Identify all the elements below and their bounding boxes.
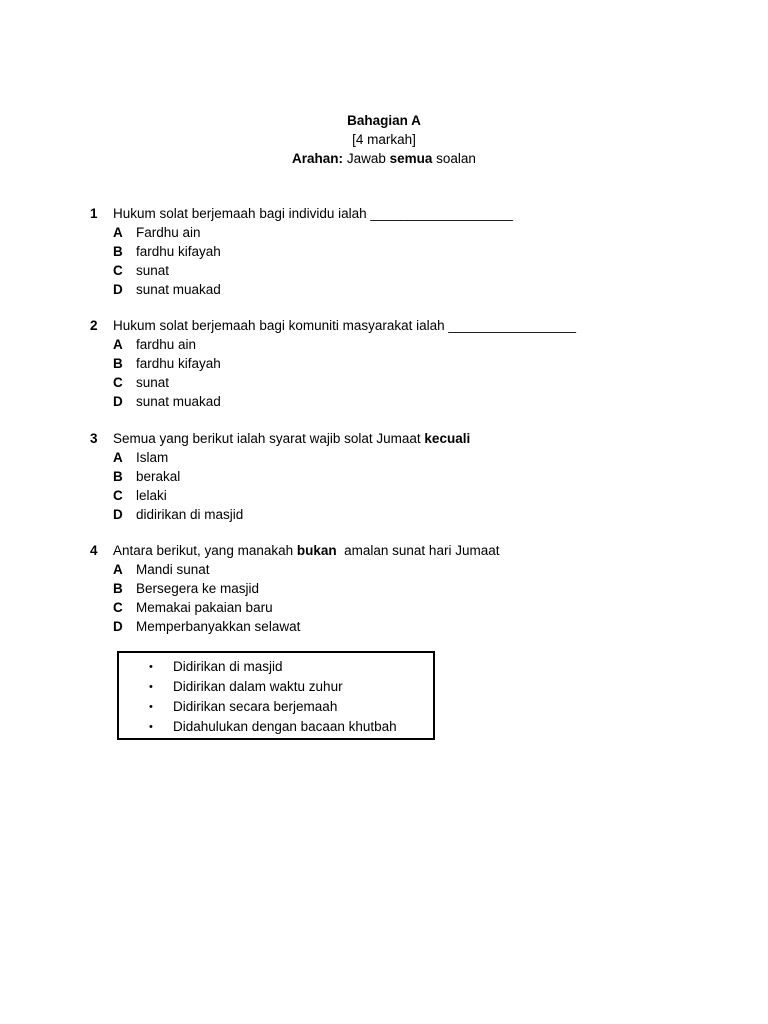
question-4: [90, 541, 710, 636]
question-number: 1: [90, 206, 98, 221]
option-c: C sunat: [113, 263, 170, 278]
option-c: C lelaki: [113, 488, 167, 503]
list-item: • Didirikan di masjid: [119, 657, 433, 677]
question-text: Hukum solat berjemaah bagi individu ialah ___________________: [113, 206, 514, 221]
section-title: Bahagian A: [347, 113, 421, 128]
marks-label: [4 markah]: [352, 132, 416, 147]
option-a: A Islam: [113, 450, 169, 465]
list-item: • Didirikan secara berjemaah: [119, 697, 433, 717]
option-a: A fardhu ain: [113, 337, 197, 352]
question-text: Hukum solat berjemaah bagi komuniti masyarakat ialah _________________: [113, 318, 577, 333]
option-c: C Memakai pakaian baru: [113, 600, 273, 615]
question-1: [90, 204, 710, 299]
option-d: D sunat muakad: [113, 394, 221, 409]
bullet-icon: •: [149, 701, 153, 713]
option-a: A Fardhu ain: [113, 225, 201, 240]
question-3: [90, 429, 710, 524]
info-box: [117, 651, 435, 740]
question-number: 3: [90, 431, 98, 446]
bullet-icon: •: [149, 681, 153, 693]
question-text: Antara berikut, yang manakah bukan amalan sunat hari Jumaat: [113, 543, 500, 558]
question-text: Semua yang berikut ialah syarat wajib solat Jumaat kecuali: [113, 431, 471, 446]
question-number: 4: [90, 543, 98, 558]
option-d: D didirikan di masjid: [113, 507, 244, 522]
bullet-icon: •: [149, 721, 153, 733]
list-item: • Didahulukan dengan bacaan khutbah: [119, 717, 433, 737]
question-2: [90, 316, 710, 411]
option-d: D Memperbanyakkan selawat: [113, 619, 301, 634]
option-b: B fardhu kifayah: [113, 244, 221, 259]
bullet-list: [119, 657, 433, 737]
question-number: 2: [90, 318, 98, 333]
section-header: [0, 111, 768, 168]
option-c: C sunat: [113, 375, 170, 390]
option-b: B berakal: [113, 469, 181, 484]
option-a: A Mandi sunat: [113, 562, 210, 577]
option-d: D sunat muakad: [113, 282, 221, 297]
instruction-label: Arahan:: [292, 151, 344, 166]
bullet-icon: •: [149, 661, 153, 673]
option-b: B Bersegera ke masjid: [113, 581, 260, 596]
instruction-line: Arahan: Jawab semua soalan: [292, 151, 476, 166]
option-b: B fardhu kifayah: [113, 356, 221, 371]
instruction-emphasis: semua: [389, 151, 433, 166]
list-item: • Didirikan dalam waktu zuhur: [119, 677, 433, 697]
